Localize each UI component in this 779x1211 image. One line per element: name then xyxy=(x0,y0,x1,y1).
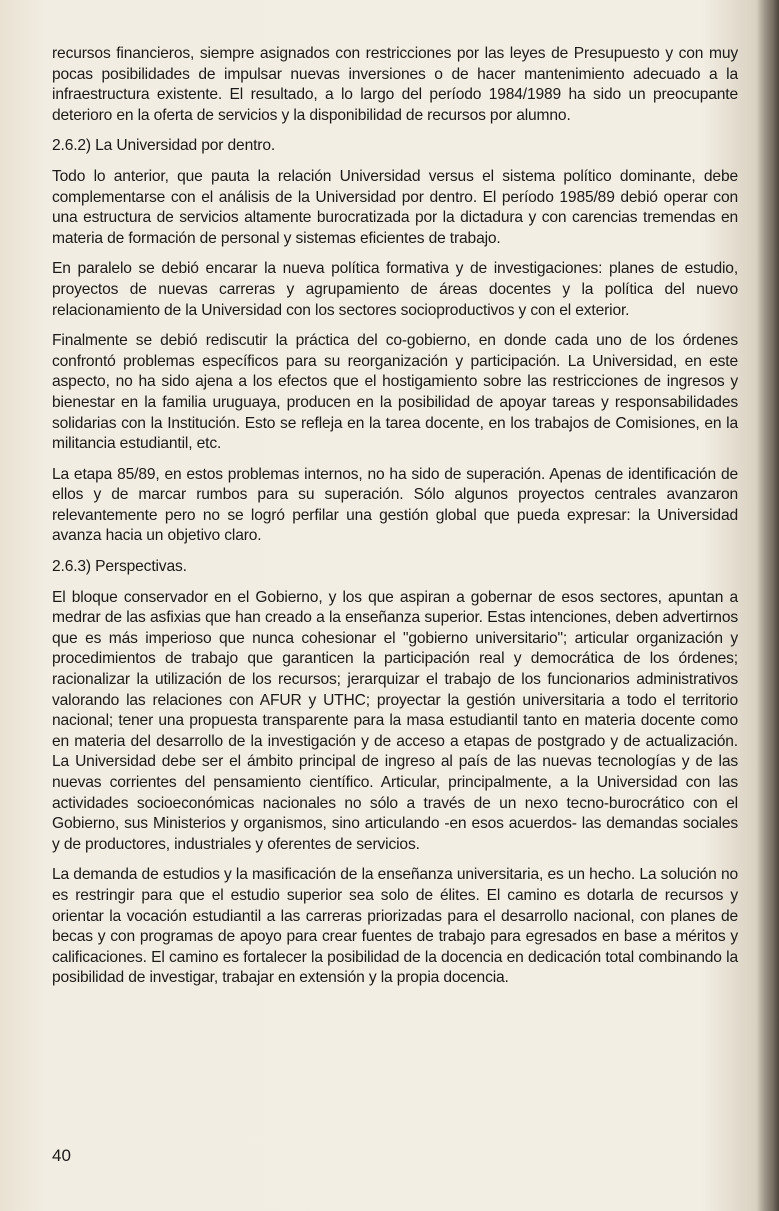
paragraph-bloque-conservador: El bloque conservador en el Gobierno, y los que aspiran a gobernar de esos sectores, apuntan a medrar de las asfixias que han creado a la enseñanza superior. Estas intenciones, deben advertirnos que es más imperioso que nunca cohesionar el "gobierno universitario"; articular organización y procedimientos de trabajo que garanticen la participación real y democrática de los órdenes; racionalizar la utilización de los recursos; jerarquizar el trabajo de los funcionarios administrativos valorando las relaciones con AFUR y UTHC; proyectar la gestión universitaria a todo el territorio nacional; tener una propuesta transparente para la masa estudiantil tanto en materia docente como en materia del desarrollo de la investigación y de acceso a etapas de postgrado y de actualización. La Universidad debe ser el ámbito principal de ingreso al país de las nuevas tecnologías y de las nuevas corrientes del pensamiento científico. Articular, principalmente, a la Universidad con las actividades socioeconómicas nacionales no sólo a través de un nexo tecno-burocrático con el Gobierno, sus Ministerios y organismos, sino articulando -en esos acuerdos- las demandas sociales y de productores, industriales y oferentes de servicios. xyxy=(52,588,738,853)
paragraph-finalmente: Finalmente se debió rediscutir la práctica del co-gobierno, en donde cada uno de los órdenes confrontó problemas específicos para su reorganización y participación. La Universidad, en este aspecto, no ha sido ajena a los efectos que el hostigamiento sobre las restricciones de ingresos y bienestar en la familia uruguaya, producen en la posibilidad de apoyar tareas y responsabilidades solidarias con la Institución. Esto se refleja en la tarea docente, en los trabajos de Comisiones, en la militancia estudiantil, etc. xyxy=(52,332,738,453)
paragraph-demanda-de-estudios: La demanda de estudios y la masificación de la enseñanza universitaria, es un hecho. La solución no es restringir para que el estudio superior sea solo de élites. El camino es dotarla de recursos y orientar la vocación estudiantil a las carreras priorizadas para el desarrollo nacional, con planes de becas y con programas de apoyo para crear fuentes de trabajo para egresados en base a méritos y calificaciones. El camino es fortalecer la posibilidad de la docencia en dedicación total combinando la posibilidad de investigar, trabajar en extensión y la propia docencia. xyxy=(52,866,738,987)
paragraph-todo-lo-anterior: Todo lo anterior, que pauta la relación Universidad versus el sistema político dominante, debe complementarse con el análisis de la Universidad por dentro. El período 1985/89 debió operar con una estructura de servicios altamente burocratizada por la dictadura y con carencias tremendas en materia de formación de personal y sistemas eficientes de trabajo. xyxy=(52,167,738,247)
paragraph-en-paralelo: En paralelo se debió encarar la nueva política formativa y de investigaciones: planes de estudio, proyectos de nuevas carreras y agrupamiento de áreas docentes y la política del nuevo relacionamiento de la Universidad con los sectores socioproductivos y con el exterior. xyxy=(52,260,738,319)
section-heading-2-6-3: 2.6.3) Perspectivas. xyxy=(52,558,187,576)
paragraph-recursos: recursos financieros, siempre asignados con restricciones por las leyes de Presupuesto y con muy pocas posibilidades de impulsar nuevas inversiones o de hacer mantenimiento adecuado a la infraestructura existente. El resultado, a lo largo del período 1984/1989 ha sido un preocupante deterioro en la oferta de servicios y la disponibilidad de recursos por alumno. xyxy=(52,45,738,124)
page-number: 40 xyxy=(52,1146,71,1165)
paragraph-la-etapa: La etapa 85/89, en estos problemas internos, no ha sido de superación. Apenas de identificación de ellos y de marcar rumbos para su superación. Sólo algunos proyectos centrales avanzaron relevantemente pero no se logró perfilar una gestión global que pueda expresar: la Universidad avanza hacia un objetivo claro. xyxy=(52,465,738,545)
page-body xyxy=(52,44,738,999)
section-heading-2-6-2: 2.6.2) La Universidad por dentro. xyxy=(52,137,276,155)
binding-shadow xyxy=(757,0,779,1211)
